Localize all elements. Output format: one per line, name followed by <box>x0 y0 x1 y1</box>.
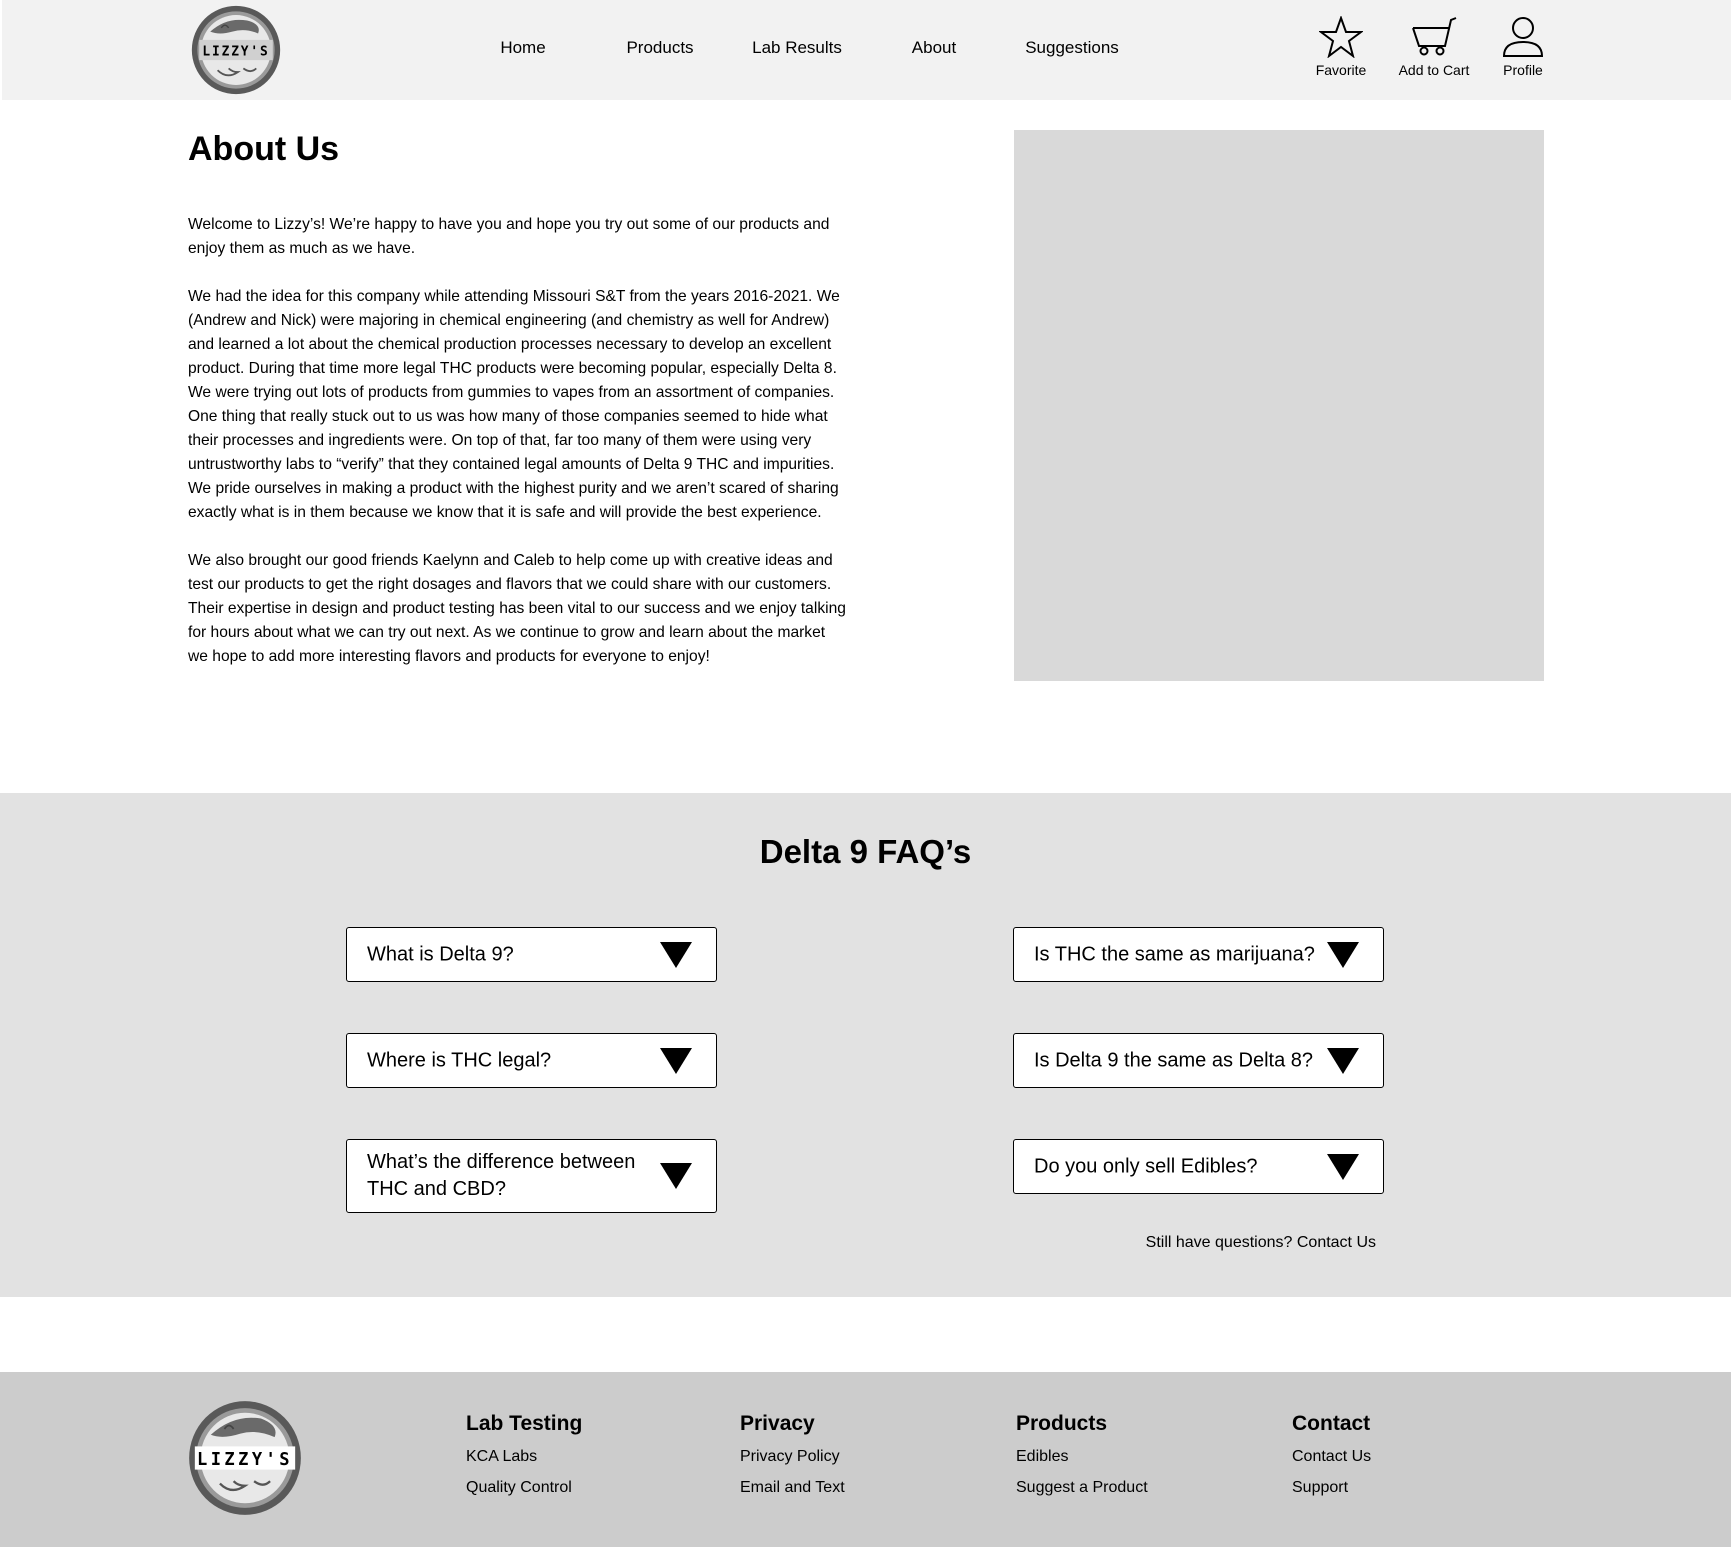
footer-heading: Products <box>1016 1412 1108 1435</box>
footer-column-products <box>1016 1412 1148 1510</box>
cart-icon <box>1411 16 1457 58</box>
faq-title: Delta 9 FAQ’s <box>759 833 972 870</box>
lizzys-footer-logo[interactable] <box>188 1400 302 1516</box>
faq-question: What is Delta 9? <box>367 943 514 965</box>
site-header <box>2 0 1731 100</box>
about-paragraph: We also brought our good friends Kaelynn and Caleb to help come up with creative ideas and test our products to get the right dosages and flavors that we could share with our customers. Their expertise in design and product testing has been vital to our success and we enjoy talking for hours about what we can try out next. As we continue to grow and learn about the market we hope to add more interesting flavors and products for everyone to enjoy! <box>188 552 846 665</box>
faq-section <box>0 793 1731 1297</box>
faq-item[interactable] <box>346 1033 717 1088</box>
nav-products[interactable]: Products <box>626 38 694 57</box>
footer-link[interactable]: Support <box>1292 1479 1349 1496</box>
dropdown-triangle-icon <box>660 942 692 968</box>
faq-question: Where is THC legal? <box>367 1049 552 1071</box>
favorite-label: Favorite <box>1315 62 1367 78</box>
footer-link[interactable]: KCA Labs <box>466 1448 538 1465</box>
footer-link[interactable]: Email and Text <box>740 1479 845 1496</box>
dropdown-triangle-icon <box>1327 1154 1359 1180</box>
lizzys-logo[interactable] <box>190 4 282 96</box>
nav-suggestions[interactable]: Suggestions <box>1025 38 1119 57</box>
dropdown-triangle-icon <box>1327 942 1359 968</box>
about-paragraph: We had the idea for this company while attending Missouri S&T from the years 2016-2021. We (Andrew and Nick) were majoring in chemical engineering (and chemistry as well for Andrew) and learned a lot about the chemical production processes necessary to develop an excellent product. During that time more legal THC products were becoming popular, especially Delta 8. We were trying out lots of products from gummies to vapes from an assortment of companies. One thing that really stuck out to us was how many of those companies seemed to hide what their processes and ingredients were. On top of that, far too many of them were using very untrustworthy labs to “verify” that they contained legal amounts of Delta 9 THC and impurities. We pride ourselves in making a product with the highest purity and we aren’t scared of sharing exactly what is in them because we know that it is safe and will provide the best experience. <box>188 288 840 521</box>
logo-wordmark: LIZZY'S <box>202 44 270 60</box>
add-to-cart-button[interactable] <box>1389 16 1479 78</box>
dropdown-triangle-icon <box>1327 1048 1359 1074</box>
nav-about[interactable]: About <box>911 38 957 57</box>
faq-contact-link[interactable]: Still have questions? Contact Us <box>1145 1234 1376 1251</box>
about-image-placeholder <box>1014 130 1544 681</box>
faq-item[interactable] <box>346 1139 717 1213</box>
footer-heading: Lab Testing <box>466 1412 583 1435</box>
site-footer <box>0 1372 1731 1547</box>
footer-column-contact <box>1292 1412 1371 1510</box>
footer-heading: Privacy <box>740 1412 815 1435</box>
footer-link[interactable]: Edibles <box>1016 1448 1069 1465</box>
nav-home[interactable]: Home <box>500 38 546 57</box>
nav-lab-results[interactable]: Lab Results <box>752 38 842 57</box>
footer-link[interactable]: Privacy Policy <box>740 1448 840 1465</box>
footer-link[interactable]: Contact Us <box>1292 1448 1372 1465</box>
footer-link[interactable]: Quality Control <box>466 1479 572 1496</box>
faq-item[interactable] <box>1013 1033 1384 1088</box>
footer-column-privacy <box>740 1412 845 1510</box>
faq-item[interactable] <box>346 927 717 982</box>
dropdown-triangle-icon <box>660 1163 692 1189</box>
profile-button[interactable] <box>1478 16 1568 78</box>
user-icon <box>1501 16 1545 58</box>
footer-logo-wordmark: LIZZY'S <box>196 1449 294 1471</box>
star-icon <box>1319 16 1363 58</box>
profile-label: Profile <box>1503 62 1543 78</box>
faq-question: What’s the difference between THC and CBD? <box>367 1151 636 1200</box>
faq-question: Do you only sell Edibles? <box>1034 1155 1258 1177</box>
footer-link[interactable]: Suggest a Product <box>1016 1479 1148 1496</box>
faq-item[interactable] <box>1013 927 1384 982</box>
favorite-button[interactable] <box>1296 16 1386 78</box>
footer-column-lab-testing <box>466 1412 582 1510</box>
dropdown-triangle-icon <box>660 1048 692 1074</box>
page-title: About Us <box>188 130 340 168</box>
about-paragraph: Welcome to Lizzy’s! We’re happy to have you and hope you try out some of our products and enjoy them as much as we have. <box>188 216 830 257</box>
footer-heading: Contact <box>1292 1412 1371 1435</box>
about-body <box>188 213 848 693</box>
faq-item[interactable] <box>1013 1139 1384 1194</box>
faq-question: Is Delta 9 the same as Delta 8? <box>1034 1049 1314 1071</box>
faq-question: Is THC the same as marijuana? <box>1034 943 1315 965</box>
add-to-cart-label: Add to Cart <box>1398 62 1470 78</box>
